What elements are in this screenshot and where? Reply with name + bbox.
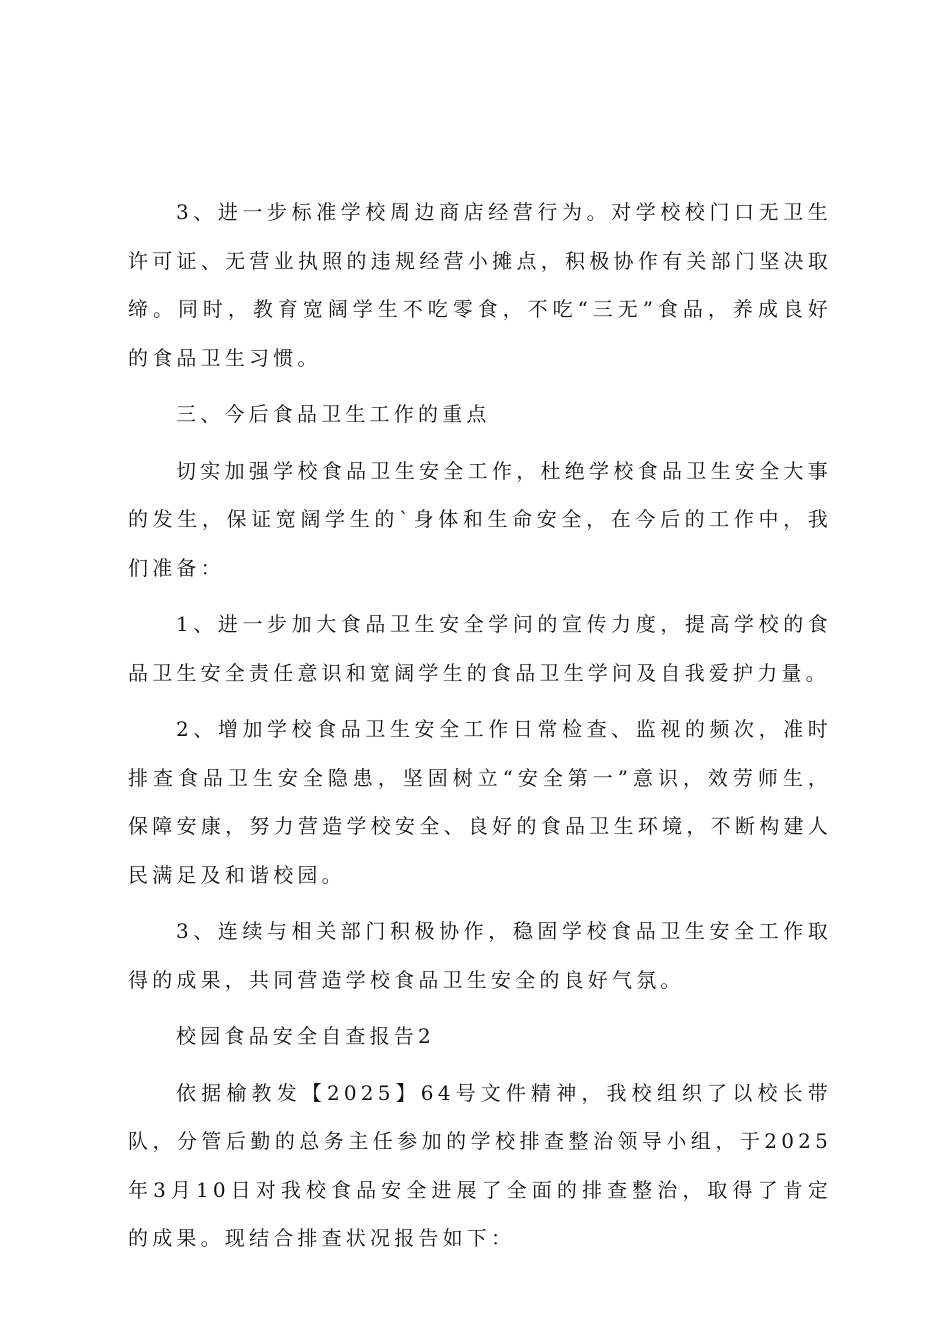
report-title-2: 校园食品安全自查报告2 bbox=[176, 1024, 435, 1048]
paragraph-report-intro: 依据榆教发【2025】64号文件精神，我校组织了以校长带队，分管后勤的总务主任参加的学校排查整治领导小组，于2025年3月10日对我校食品安全进展了全面的排查整治，取得了肯定的成果。现结合排查状况报告如下： bbox=[128, 1080, 832, 1250]
paragraph-regulate-shops: 3、进一步标准学校周边商店经营行为。对学校校门口无卫生许可证、无营业执照的违规经营小摊点，积极协作有关部门坚决取缔。同时，教育宽阔学生不吃零食，不吃“三无”食品，养成良好的食品卫生习惯。 bbox=[128, 200, 832, 370]
paragraph-item-1-publicity: 1、进一步加大食品卫生安全学问的宣传力度，提高学校的食品卫生安全责任意识和宽阔学生的食品卫生学问及自我爱护力量。 bbox=[128, 612, 832, 685]
document-body bbox=[128, 188, 832, 1271]
section-heading-future-focus: 三、今后食品卫生工作的重点 bbox=[176, 402, 491, 426]
paragraph-strengthen-safety: 切实加强学校食品卫生安全工作，杜绝学校食品卫生安全大事的发生，保证宽阔学生的`身体和生命安全，在今后的工作中，我们准备： bbox=[128, 458, 832, 580]
paragraph-item-2-inspection: 2、增加学校食品卫生安全工作日常检查、监视的频次，准时排查食品卫生安全隐患，坚固树立“安全第一”意识，效劳师生，保障安康，努力营造学校安全、良好的食品卫生环境，不断构建人民满足及和谐校园。 bbox=[128, 717, 832, 887]
paragraph-item-3-cooperation: 3、连续与相关部门积极协作，稳固学校食品卫生安全工作取得的成果，共同营造学校食品卫生安全的良好气氛。 bbox=[128, 919, 832, 992]
